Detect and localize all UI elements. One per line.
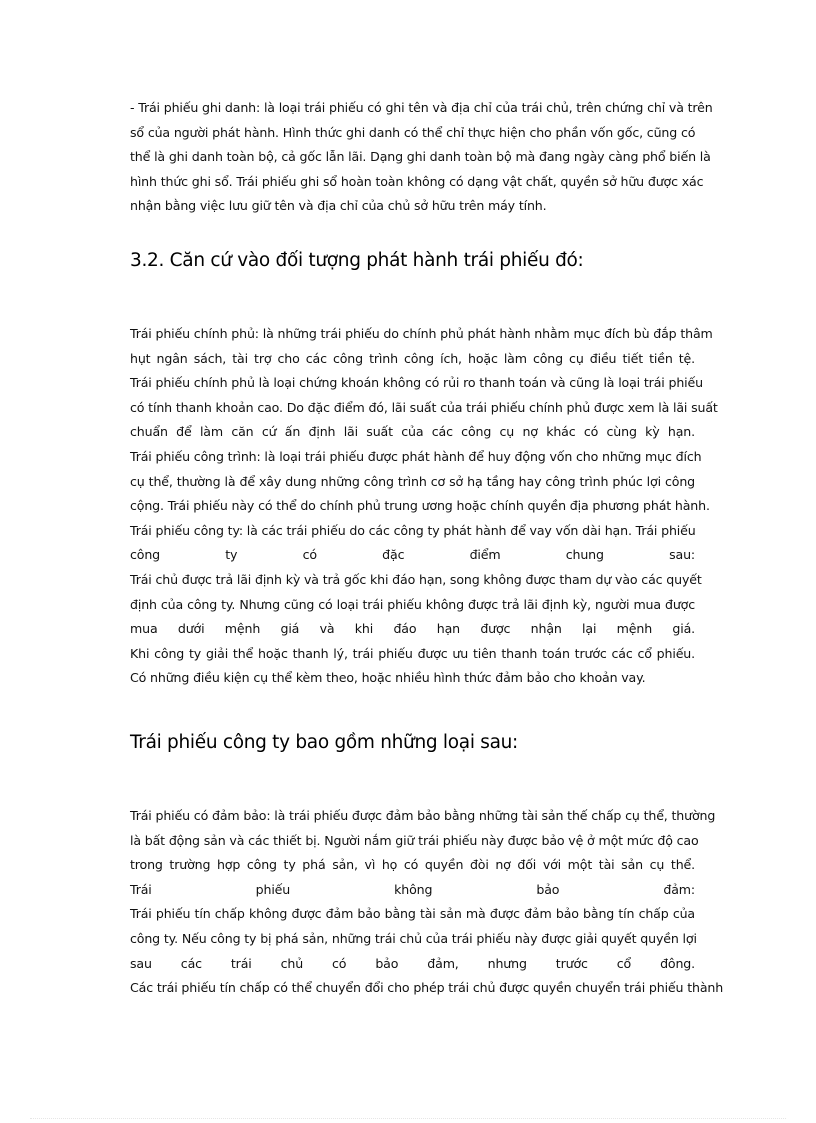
paragraph-corporate-bond-types [130, 804, 724, 1001]
text-line: Các trái phiếu tín chấp có thể chuyển đổi cho phép trái chủ được quyền chuyển trái phiếu thành [130, 980, 724, 996]
text-line: Trái phiếu chính phủ: là những trái phiếu do chính phủ phát hành nhằm mục đích bù đắp thâm [130, 326, 713, 341]
section-heading-corporate-bonds: Trái phiếu công ty bao gồm những loại sau: [130, 732, 518, 753]
text-line: cộng. Trái phiếu này có thể do chính phủ trung ương hoặc chính quyền địa phương phát hành. [130, 498, 710, 514]
text-line: định của công ty. Nhưng cũng có loại trái phiếu không được trả lãi định kỳ, người mua được [130, 596, 695, 612]
paragraph-registered-bonds [130, 96, 713, 219]
text-line: Trái phiếu không bảo đảm: [130, 881, 695, 897]
text-line: sau các trái chủ có bảo đảm, nhưng trước cổ đông. [130, 955, 695, 971]
text-line: mua dưới mệnh giá và khi đáo hạn được nhận lại mệnh giá. [130, 621, 695, 637]
page-bottom-border [30, 1118, 786, 1119]
text-line: là bất động sản và các thiết bị. Người nắm giữ trái phiếu này được bảo vệ ở một mức độ cao [130, 832, 699, 848]
text-line: nhận bằng việc lưu giữ tên và địa chỉ của chủ sở hữu trên máy tính. [130, 198, 547, 214]
text-line: hụt ngân sách, tài trợ cho các công trình công ích, hoặc làm công cụ điều tiết tiền tệ. [130, 350, 695, 366]
text-line: hình thức ghi sổ. Trái phiếu ghi sổ hoàn toàn không có dạng vật chất, quyền sở hữu được xác [130, 173, 704, 189]
text-line: thể là ghi danh toàn bộ, cả gốc lẫn lãi. Dạng ghi danh toàn bộ mà đang ngày càng phổ biến là [130, 149, 711, 165]
text-line: Trái phiếu công trình: là loại trái phiếu được phát hành để huy động vốn cho những mục đích [130, 448, 702, 464]
text-line: Trái phiếu có đảm bảo: là trái phiếu được đảm bảo bằng những tài sản thế chấp cụ thể, thường [130, 808, 716, 823]
text-line: - Trái phiếu ghi danh: là loại trái phiếu có ghi tên và địa chỉ của trái chủ, trên chứng chỉ và trên [130, 100, 713, 115]
text-line: Trái phiếu tín chấp không được đảm bảo bằng tài sản mà được đảm bảo bằng tín chấp của [130, 906, 695, 922]
text-line: chuẩn để làm căn cứ ấn định lãi suất của các công cụ nợ khác có cùng kỳ hạn. [130, 424, 695, 440]
text-line: có tính thanh khoản cao. Do đặc điểm đó, lãi suất của trái phiếu chính phủ được xem là lãi suất [130, 399, 718, 415]
text-line: Trái phiếu chính phủ là loại chứng khoán không có rủi ro thanh toán và cũng là loại trái phiếu [130, 375, 703, 391]
section-heading-3-2: 3.2. Căn cứ vào đối tượng phát hành trái phiếu đó: [130, 250, 584, 271]
text-line: Trái chủ được trả lãi định kỳ và trả gốc khi đáo hạn, song không được tham dự vào các quyết [130, 571, 702, 587]
text-line: cụ thể, thường là để xây dung những công trình cơ sở hạ tầng hay công trình phúc lợi công [130, 473, 695, 489]
text-line: sổ của người phát hành. Hình thức ghi danh có thể chỉ thực hiện cho phần vốn gốc, cũng có [130, 124, 696, 140]
text-line: Trái phiếu công ty: là các trái phiếu do các công ty phát hành để vay vốn dài hạn. Trái phiếu [130, 522, 696, 538]
text-line: công ty. Nếu công ty bị phá sản, những trái chủ của trái phiếu này được giải quyết quyền lợi [130, 930, 697, 946]
text-line: công ty có đặc điểm chung sau: [130, 547, 695, 563]
paragraph-issuer-types [130, 322, 718, 691]
text-line: Có những điều kiện cụ thể kèm theo, hoặc nhiều hình thức đảm bảo cho khoản vay. [130, 670, 646, 686]
text-line: trong trường hợp công ty phá sản, vì họ có quyền đòi nợ đối với một tài sản cụ thể. [130, 857, 695, 873]
text-line: Khi công ty giải thể hoặc thanh lý, trái phiếu được ưu tiên thanh toán trước các cổ phiếu. [130, 645, 695, 661]
